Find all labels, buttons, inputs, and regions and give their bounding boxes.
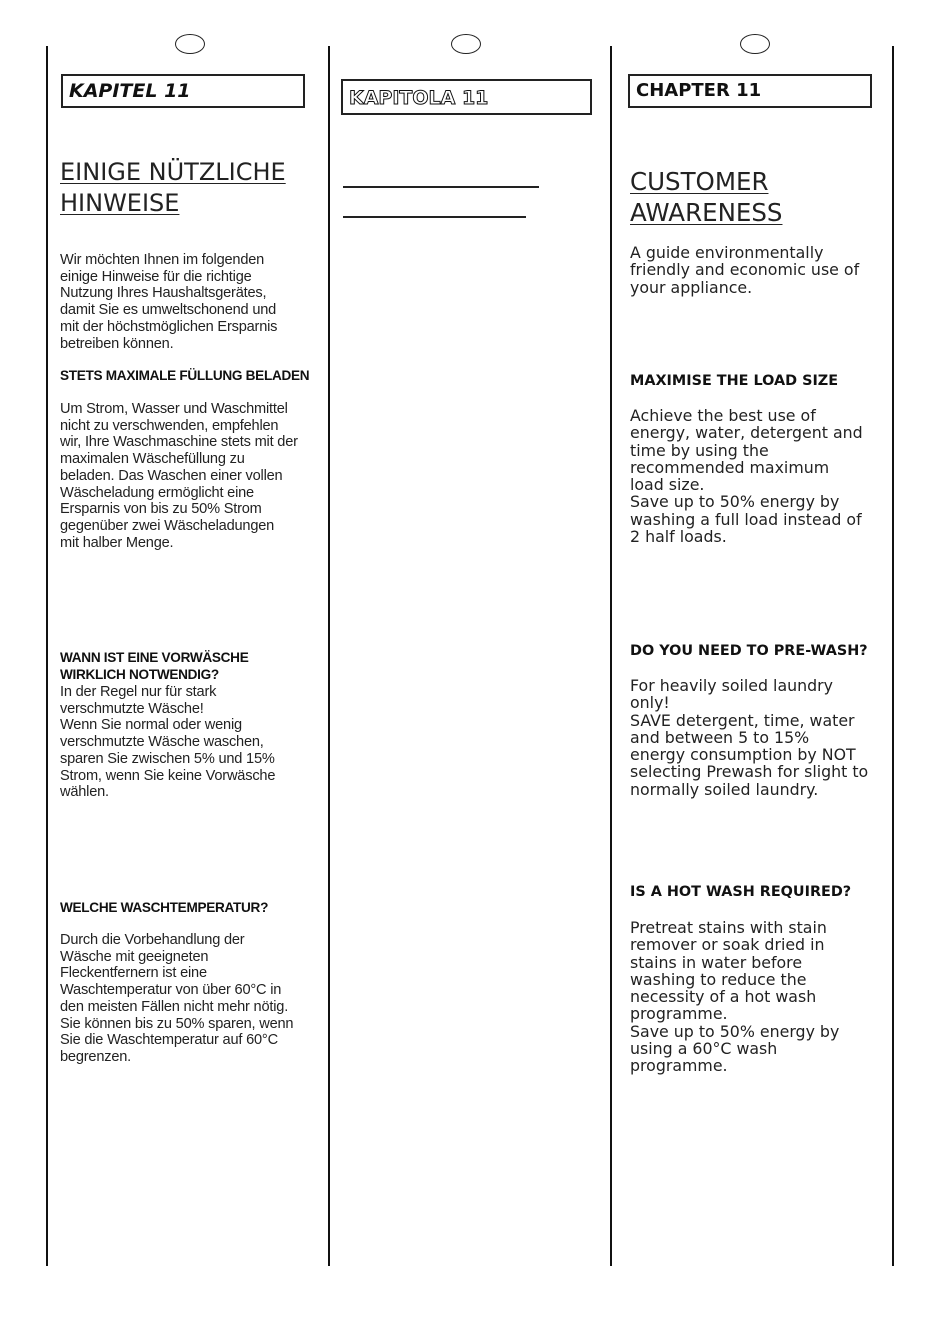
- column-divider-middle-right: [610, 46, 612, 1266]
- body-prewash-german: In der Regel nur für stark verschmutzte Wäsche! Wenn Sie normal oder wenig verschmutzte Wäsche waschen, sparen Sie zwischen 5% und 15% Strom, wenn Sie keine Vorwäsche wählen.: [60, 684, 276, 801]
- language-flag-oval-czech: [451, 34, 481, 54]
- heading-max-load-german: STETS MAXIMALE FÜLLUNG BELADEN: [60, 368, 310, 383]
- heading-hot-wash-english: IS A HOT WASH REQUIRED?: [630, 884, 852, 900]
- heading-prewash-english: DO YOU NEED TO PRE-WASH?: [630, 643, 868, 659]
- section-title-english: CUSTOMER AWARENESS: [630, 167, 783, 227]
- chapter-label-czech: KAPITOLA 11: [341, 79, 592, 115]
- heading-max-load-english: MAXIMISE THE LOAD SIZE: [630, 373, 839, 389]
- body-hot-wash-english: Pretreat stains with stain remover or soak dried in stains in water before washing to reduce the necessity of a hot wash programme. Save up to 50% energy by using a 60°C wash programme.: [630, 918, 840, 1076]
- intro-paragraph-english: A guide environmentally friendly and economic use of your appliance.: [630, 243, 860, 297]
- section-title-german: EINIGE NÜTZLICHE HINWEISE: [60, 158, 286, 217]
- column-divider-left: [46, 46, 48, 1266]
- heading-prewash-german: WANN IST EINE VORWÄSCHE WIRKLICH NOTWENDIG?: [60, 650, 249, 682]
- heading-temperature-german: WELCHE WASCHTEMPERATUR?: [60, 900, 269, 915]
- title-underline-1-czech: [343, 186, 539, 188]
- body-prewash-english: For heavily soiled laundry only! SAVE detergent, time, water and between 5 to 15% energy consumption by NOT selecting Prewash for slight to normally soiled laundry.: [630, 676, 869, 799]
- chapter-label-german: KAPITEL 11: [61, 74, 305, 108]
- body-max-load-english: Achieve the best use of energy, water, detergent and time by using the recommended maximum load size. Save up to 50% energy by washing a full load instead of 2 half loads.: [630, 406, 863, 547]
- title-underline-2-czech: [343, 216, 526, 218]
- body-max-load-german: Um Strom, Wasser und Waschmittel nicht zu verschwenden, empfehlen wir, Ihre Waschmaschine stets mit der maximalen Wäschefüllung zu beladen. Das Waschen einer vollen Wäscheladung ermöglicht eine Ersparnis von bis zu 50% Strom gegenüber zwei Wäscheladungen mit halber Menge.: [60, 401, 298, 551]
- intro-paragraph-german: Wir möchten Ihnen im folgenden einige Hinweise für die richtige Nutzung Ihres Haushaltsgerätes, damit Sie es umweltschonend und mit der höchstmöglichen Ersparnis betreiben können.: [60, 252, 278, 352]
- language-flag-oval-english: [740, 34, 770, 54]
- column-divider-right: [892, 46, 894, 1266]
- language-flag-oval-german: [175, 34, 205, 54]
- column-divider-middle-left: [328, 46, 330, 1266]
- chapter-label-english: CHAPTER 11: [628, 74, 872, 108]
- body-temperature-german: Durch die Vorbehandlung der Wäsche mit geeigneten Fleckentfernern ist eine Waschtemperatur von über 60°C in den meisten Fällen nicht mehr nötig. Sie können bis zu 50% sparen, wenn Sie die Waschtemperatur auf 60°C begrenzen.: [60, 932, 294, 1065]
